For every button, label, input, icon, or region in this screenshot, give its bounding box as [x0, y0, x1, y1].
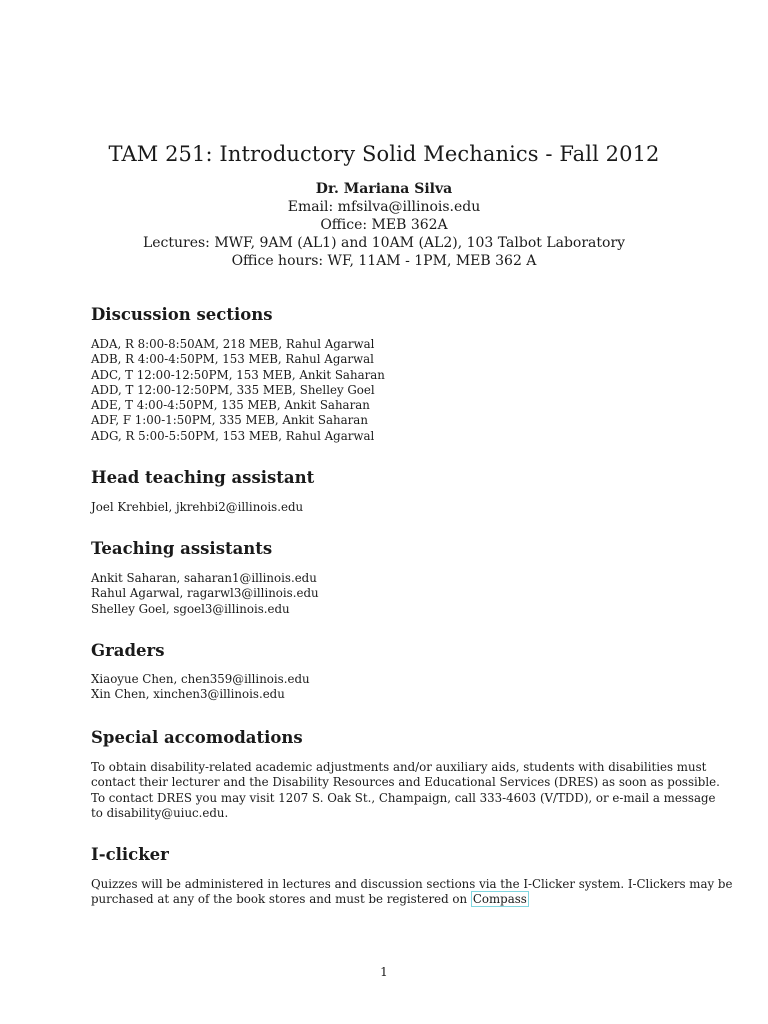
- paragraph-line: Quizzes will be administered in lectures and discussion sections via the I-Clicker system. I-Clickers may be: [91, 877, 733, 891]
- grader-item: Xin Chen, xinchen3@illinois.edu: [91, 687, 285, 702]
- grader-item: Xiaoyue Chen, chen359@illinois.edu: [91, 672, 310, 686]
- teaching-assistant-item: Ankit Saharan, saharan1@illinois.edu: [91, 571, 317, 585]
- lecture-schedule: Lectures: MWF, 9AM (AL1) and 10AM (AL2), 103 Talbot Laboratory: [142, 235, 626, 251]
- discussion-section-item: ADF, F 1:00-1:50PM, 335 MEB, Ankit Saharan: [91, 413, 368, 428]
- teaching-assistants-heading: Teaching assistants: [91, 539, 273, 558]
- special-accommodations-paragraph: [91, 760, 720, 821]
- discussion-sections-list: [91, 337, 385, 444]
- teaching-assistants-list: [91, 571, 319, 617]
- head-ta-list: [91, 500, 303, 515]
- teaching-assistant-item: Shelley Goel, sgoel3@illinois.edu: [91, 601, 290, 616]
- page-number: 1: [380, 965, 388, 979]
- paragraph-text: purchased at any of the book stores and must be registered on: [91, 892, 471, 907]
- iclicker-paragraph: [91, 877, 733, 908]
- paragraph-line: to disability@uiuc.edu.: [91, 805, 229, 820]
- paragraph-line: [91, 892, 681, 907]
- discussion-section-item: ADC, T 12:00-12:50PM, 153 MEB, Ankit Saharan: [91, 367, 385, 382]
- head-ta-item: Joel Krehbiel, jkrehbi2@illinois.edu: [91, 500, 304, 514]
- compass-link[interactable]: Compass: [472, 892, 527, 907]
- paragraph-line: To obtain disability-related academic adjustments and/or auxiliary aids, students with disabilities must: [91, 760, 707, 774]
- discussion-section-item: ADG, R 5:00-5:50PM, 153 MEB, Rahul Agarwal: [91, 428, 375, 443]
- instructor-email: Email: mfsilva@illinois.edu: [287, 199, 481, 215]
- office-hours: Office hours: WF, 11AM - 1PM, MEB 362 A: [231, 253, 537, 269]
- document-title: TAM 251: Introductory Solid Mechanics - Fall 2012: [108, 142, 660, 166]
- paragraph-line: To contact DRES you may visit 1207 S. Oak St., Champaign, call 333-4603 (V/TDD), or e-mail a message: [91, 790, 716, 805]
- discussion-section-item: ADD, T 12:00-12:50PM, 335 MEB, Shelley Goel: [91, 382, 375, 397]
- discussion-sections-heading: Discussion sections: [91, 305, 273, 324]
- discussion-section-item: ADE, T 4:00-4:50PM, 135 MEB, Ankit Saharan: [91, 398, 370, 413]
- teaching-assistant-item: Rahul Agarwal, ragarwl3@illinois.edu: [91, 586, 319, 601]
- graders-list: [91, 672, 310, 703]
- special-accommodations-heading: Special accomodations: [91, 728, 303, 747]
- paragraph-line: contact their lecturer and the Disability Resources and Educational Services (DRES) as soon as possible.: [91, 775, 720, 790]
- head-ta-heading: Head teaching assistant: [91, 468, 315, 487]
- discussion-section-item: ADA, R 8:00-8:50AM, 218 MEB, Rahul Agarwal: [91, 337, 375, 351]
- discussion-section-item: ADB, R 4:00-4:50PM, 153 MEB, Rahul Agarwal: [91, 352, 374, 367]
- instructor-name: Dr. Mariana Silva: [315, 181, 453, 197]
- course-info-header: [0, 180, 768, 270]
- iclicker-heading: I-clicker: [91, 845, 169, 864]
- graders-heading: Graders: [91, 641, 165, 660]
- instructor-office: Office: MEB 362A: [320, 217, 448, 233]
